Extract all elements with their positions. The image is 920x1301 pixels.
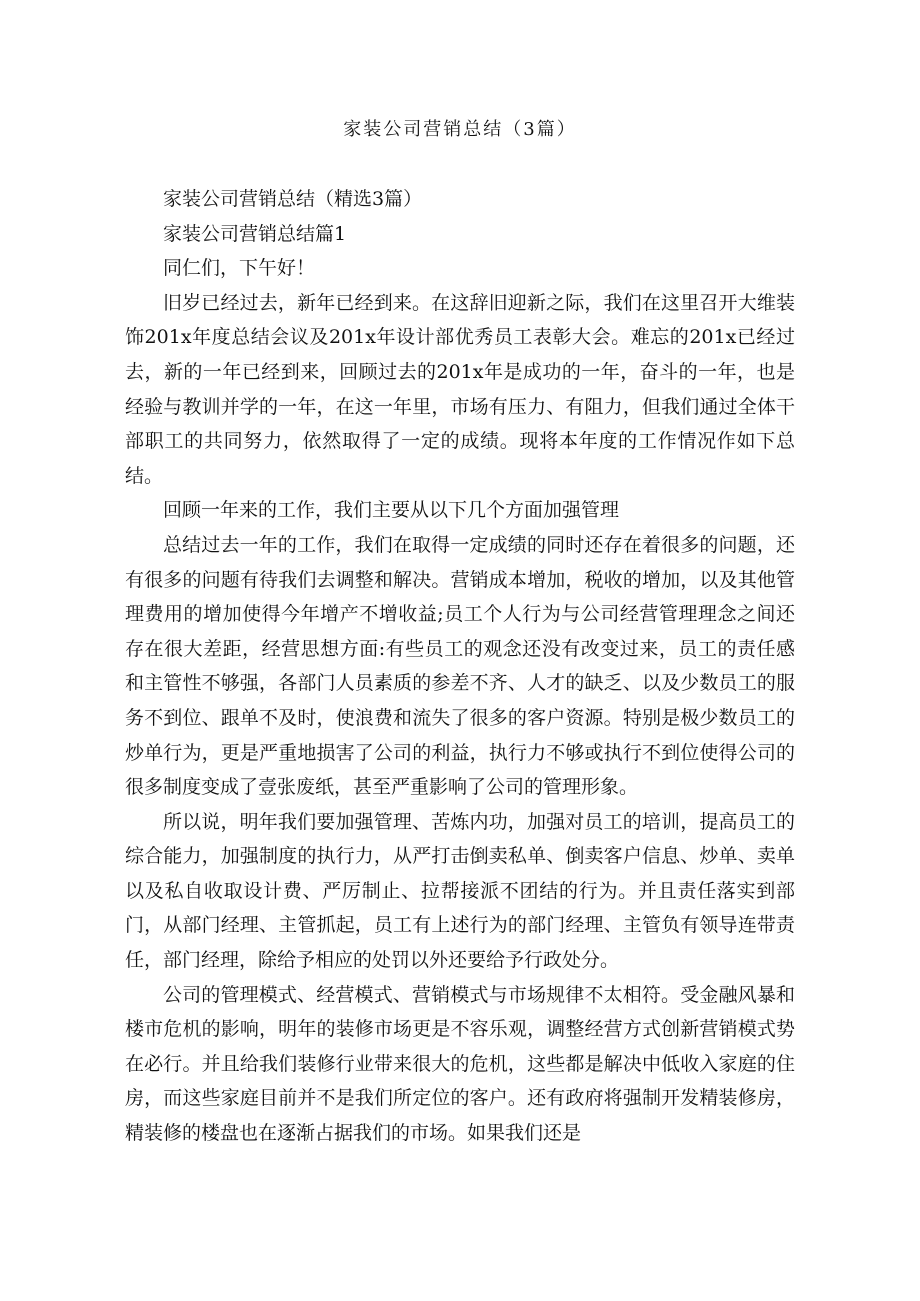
document-title: 家装公司营销总结（3篇） bbox=[343, 119, 577, 140]
body-paragraph: 所以说，明年我们要加强管理、苦炼内功，加强对员工的培训，提高员工的综合能力，加强制度的执行力，从严打击倒卖私单、倒卖客户信息、炒单、卖单以及私自收取设计费、严厉制止、拉帮接派不团结的行为。并且责任落实到部门，从部门经理、主管抓起，员工有上述行为的部门经理、主管负有领导连带责任，部门经理，除给予相应的处罚以外还要给予行政处分。 bbox=[125, 810, 795, 972]
subtitle-paragraph: 家装公司营销总结（精选3篇） bbox=[163, 188, 423, 210]
body-paragraph: 总结过去一年的工作，我们在取得一定成绩的同时还存在着很多的问题，还有很多的问题有待我们去调整和解决。营销成本增加，税收的增加，以及其他管理费用的增加使得今年增产不增收益;员工个人行为与公司经营管理理念之间还存在很大差距，经营思想方面:有些员工的观念还没有改变过来，员工的责任感和主管性不够强，各部门人员素质的参差不齐、人才的缺乏、以及少数员工的服务不到位、跟单不及时，使浪费和流失了很多的客户资源。特别是极少数员工的炒单行为，更是严重地损害了公司的利益，执行力不够或执行不到位使得公司的很多制度变成了壹张废纸，甚至严重影响了公司的管理形象。 bbox=[125, 533, 795, 799]
document-body bbox=[125, 182, 795, 1151]
body-paragraph: 公司的管理模式、经营模式、营销模式与市场规律不太相符。受金融风暴和楼市危机的影响，明年的装修市场更是不容乐观，调整经营方式创新营销模式势在必行。并且给我们装修行业带来很大的危机，这些都是解决中低收入家庭的住房，而这些家庭目前并不是我们所定位的客户。还有政府将强制开发精装修房，精装修的楼盘也在逐渐占据我们的市场。如果我们还是 bbox=[125, 983, 795, 1145]
section-heading: 家装公司营销总结篇1 bbox=[163, 222, 347, 245]
greeting-paragraph: 同仁们，下午好！ bbox=[163, 257, 316, 280]
body-paragraph: 回顾一年来的工作，我们主要从以下几个方面加强管理 bbox=[163, 499, 620, 522]
body-paragraph: 旧岁已经过去，新年已经到来。在这辞旧迎新之际，我们在这里召开大维装饰201x年度总结会议及201x年设计部优秀员工表彰大会。难忘的201x已经过去，新的一年已经到来，回顾过去的201x年是成功的一年，奋斗的一年，也是经验与教训并学的一年，在这一年里，市场有压力、有阻力，但我们通过全体干部职工的共同努力，依然取得了一定的成绩。现将本年度的工作情况作如下总结。 bbox=[125, 291, 795, 487]
